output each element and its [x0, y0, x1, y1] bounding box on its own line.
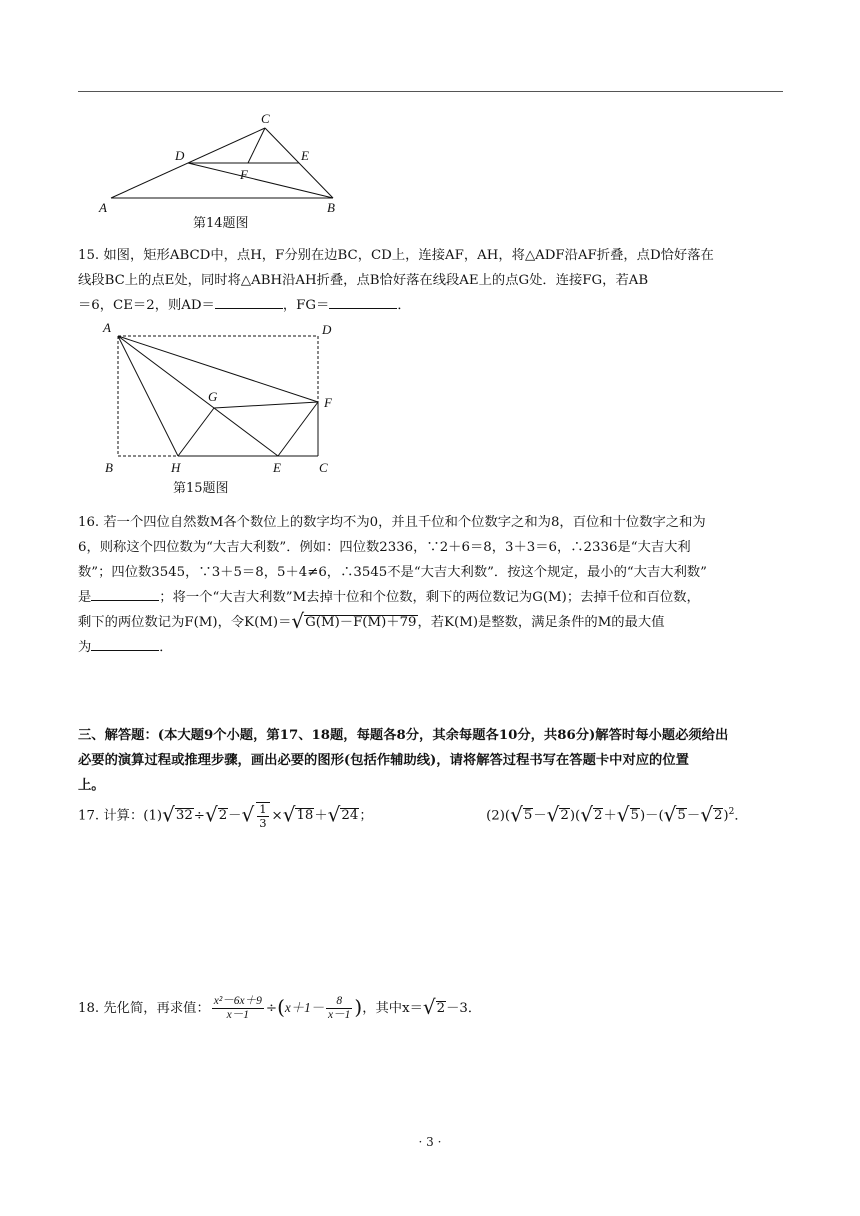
segment-gf [214, 402, 318, 408]
sqrt-symbol: √ [204, 802, 218, 827]
label-h: H [171, 460, 181, 475]
q17-text: ； [359, 808, 373, 824]
q16-line-4 [78, 585, 786, 610]
q17-text: ． [734, 808, 748, 824]
section-3-line-1: 三、解答题：(本大题9个小题，第17、18题，每题各8分，其余每题各10分，共86分)解答时每小题必须给出 [78, 728, 729, 743]
label-a: A [99, 200, 107, 215]
q15-text: ，FG＝ [282, 298, 330, 313]
sqrt-symbol: √ [616, 802, 630, 827]
q16-line-3: 数”；四位数3545，∵3＋5＝8，5＋4≠6，∴3545不是“大吉大利数”．按这个规定，最小的“大吉大利数” [78, 565, 707, 580]
q18-text: －3． [446, 1001, 482, 1016]
sqrt-symbol: √ [510, 802, 523, 827]
q15-line-3 [78, 293, 786, 318]
fraction [256, 802, 269, 830]
radicand: 5 [630, 808, 639, 824]
paren: ( [277, 995, 285, 1019]
operator: ＋ [314, 808, 328, 824]
q18-text: 18. 先化简，再求值： [78, 1001, 210, 1016]
sqrt-symbol: √ [663, 802, 677, 827]
label-b: B [327, 200, 335, 215]
answer-blank-fg[interactable] [329, 294, 397, 309]
section-3-line-3: 上。 [78, 778, 105, 793]
figure-14-caption: 第14题图 [193, 216, 249, 231]
fraction-denominator: x－1 [226, 1009, 249, 1021]
q16-text: 剩下的两位数记为F(M)，令K(M)＝ [78, 615, 292, 630]
exponent: 2 [728, 807, 735, 817]
figure-15-diagram [100, 320, 340, 480]
q16-line-2: 6，则称这个四位数为“大吉大利数”．例如：四位数2336，∵2＋6＝8，3＋3＝6，∴2336是“大吉大利 [78, 540, 691, 555]
sqrt-symbol: √ [580, 802, 593, 827]
q16-text: 是 [78, 590, 92, 605]
fraction-2 [326, 995, 352, 1022]
sqrt-symbol: √ [162, 802, 175, 827]
answer-blank-ad[interactable] [215, 294, 283, 309]
question-16 [78, 510, 786, 660]
fraction-numerator: x²－6x＋9 [213, 995, 262, 1007]
operator: － [686, 808, 701, 824]
question-18 [78, 995, 786, 1022]
figure-15-caption: 第15题图 [173, 481, 229, 496]
q16-radicand: G(M)－F(M)＋79 [305, 615, 417, 630]
q17-line [78, 800, 786, 830]
q16-text: 为 [78, 640, 92, 655]
label-b: B [105, 460, 113, 475]
q16-line-5 [78, 610, 786, 635]
radicand: 5 [677, 808, 686, 824]
q16-text: ；将一个“大吉大利数”M去掉十位和个位数，剩下的两位数记为G(M)；去掉千位和百位数， [159, 590, 700, 605]
q17-text: 17. 计算：(1) [78, 808, 163, 824]
q15-line-2: 线段BC上的点E处，同时将△ABH沿AH折叠，点B恰好落在线段AE上的点G处．连接FG，若AB [78, 273, 649, 288]
segment-ae [118, 336, 278, 456]
label-f: F [324, 395, 332, 410]
label-e: E [301, 148, 309, 163]
label-g: G [208, 389, 218, 404]
radicand: 32 [175, 808, 193, 824]
segment-af [118, 336, 318, 402]
sqrt-symbol: √ [422, 995, 436, 1019]
answer-blank-max-m[interactable] [91, 636, 159, 651]
operator: － [533, 808, 547, 824]
label-f: F [240, 167, 248, 182]
label-c: C [261, 111, 270, 126]
segment-ah [118, 336, 178, 456]
fraction-denominator: x－1 [328, 1009, 351, 1021]
figure-15 [100, 320, 340, 480]
label-d: D [175, 148, 185, 163]
radicand: 2 [436, 1001, 446, 1016]
q17-text: ) [723, 808, 729, 824]
operator: ÷ [265, 1001, 278, 1016]
radicand: 18 [296, 808, 314, 824]
segment-db [188, 163, 333, 198]
segment-cf [248, 128, 265, 163]
radicand: 2 [594, 808, 603, 824]
radicand: 5 [523, 808, 533, 824]
section-3-line-2: 必要的演算过程或推理步骤，画出必要的图形(包括作辅助线)，请将解答过程书写在答题卡中对应的位置 [78, 753, 689, 768]
fraction-1 [212, 995, 264, 1022]
segment-ef [278, 402, 318, 456]
fraction-denominator: 3 [259, 815, 267, 830]
radicand: 24 [341, 808, 359, 824]
operator: × [271, 808, 283, 824]
q16-line-6 [78, 635, 786, 660]
label-a: A [103, 320, 111, 335]
operator: ＋ [603, 808, 617, 824]
header-rule [78, 91, 783, 92]
sqrt-symbol: √ [291, 609, 305, 633]
sqrt-symbol: √ [282, 802, 296, 827]
operator: ÷ [193, 808, 205, 824]
section-3-heading [78, 723, 786, 798]
q15-text: ＝6，CE＝2，则AD＝ [78, 298, 215, 313]
question-15 [78, 243, 786, 318]
q17-text: )( [569, 808, 581, 824]
radicand: 2 [713, 808, 723, 824]
sqrt-symbol: √ [546, 802, 560, 827]
q16-line-1: 16. 若一个四位自然数M各个数位上的数字均不为0，并且千位和个位数字之和为8，百位和十位数字之和为 [78, 515, 706, 530]
segment-hg [178, 408, 214, 456]
q17-text: (2)( [486, 808, 511, 824]
radicand: 2 [218, 808, 228, 824]
q18-expression: x＋1－ [284, 1000, 325, 1015]
label-e: E [273, 460, 281, 475]
sqrt-symbol: √ [241, 802, 255, 827]
answer-blank-smallest[interactable] [91, 586, 159, 601]
q18-text: ，其中x＝ [362, 1001, 423, 1016]
question-17 [78, 800, 786, 830]
q16-text: ，若K(M)是整数，满足条件的M的最大值 [417, 615, 665, 630]
label-d: D [322, 322, 332, 337]
page-number: · 3 · [418, 1135, 442, 1149]
radicand: 2 [560, 808, 569, 824]
sqrt-symbol: √ [327, 802, 341, 827]
q15-text: ． [397, 298, 411, 313]
fraction-numerator: 1 [259, 801, 267, 816]
label-c: C [319, 460, 328, 475]
fraction-numerator: 8 [326, 995, 352, 1009]
q18-line [78, 995, 786, 1022]
q15-line-1: 15. 如图，矩形ABCD中，点H，F分别在边BC，CD上，连接AF，AH，将△ADF沿AF折叠，点D恰好落在 [78, 248, 714, 263]
q17-text: )－( [639, 808, 664, 824]
paren: ) [354, 995, 363, 1019]
q16-text: ． [159, 640, 173, 655]
sqrt-symbol: √ [700, 802, 713, 827]
operator: － [228, 808, 242, 824]
